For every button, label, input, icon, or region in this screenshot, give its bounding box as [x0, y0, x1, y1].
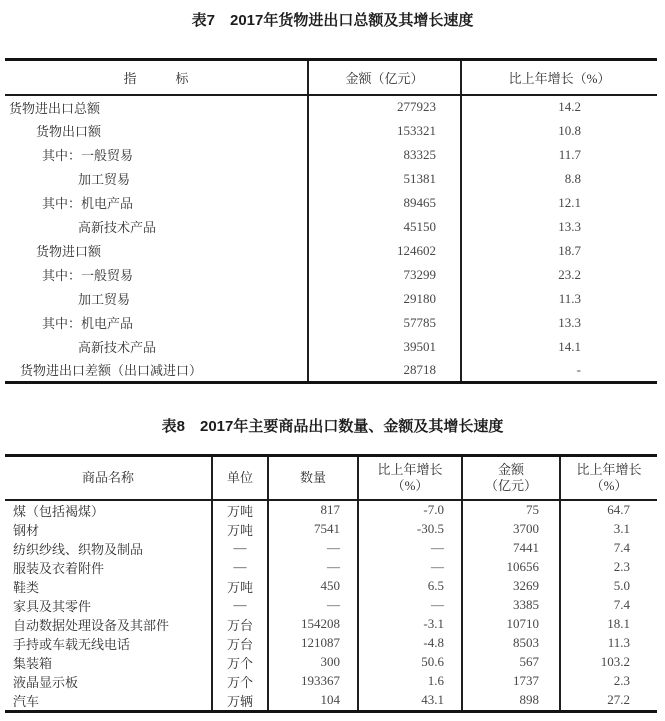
product-name: 液晶显示板	[13, 674, 79, 690]
table-row	[5, 239, 657, 263]
column-header-amount-growth	[560, 456, 657, 500]
growth-value: 13.3	[461, 215, 657, 239]
growth-value: 13.3	[461, 311, 657, 335]
unit-value: 万吨	[212, 520, 268, 539]
table-row	[5, 287, 657, 311]
indicator-label: 货物出口额	[36, 124, 102, 139]
product-name: 汽车	[13, 693, 40, 709]
table-row	[5, 311, 657, 335]
amount-value: 89465	[308, 191, 461, 215]
quantity-value: —	[268, 558, 358, 577]
table-row	[5, 520, 657, 539]
amount-value: 7441	[462, 539, 560, 558]
unit-value: 万辆	[212, 691, 268, 712]
table-row	[5, 335, 657, 359]
header-line2: （%）	[391, 477, 429, 493]
quantity-value: 193367	[268, 672, 358, 691]
amount-value: 8503	[462, 634, 560, 653]
table-row	[5, 615, 657, 634]
indicator-label: 其中：机电产品	[42, 316, 134, 331]
header-line2: （%）	[590, 477, 628, 493]
column-header-growth: 比上年增长（%）	[461, 60, 657, 95]
unit-value: 万台	[212, 634, 268, 653]
amount-value: 39501	[308, 335, 461, 359]
amount-growth-value: 18.1	[560, 615, 657, 634]
quantity-value: —	[268, 539, 358, 558]
quantity-value: 817	[268, 500, 358, 520]
column-header-amount	[462, 456, 560, 500]
amount-value: 153321	[308, 119, 461, 143]
table7-header-row	[5, 60, 657, 95]
amount-value: 898	[462, 691, 560, 712]
unit-value: 万个	[212, 653, 268, 672]
quantity-growth-value: -4.8	[358, 634, 462, 653]
quantity-growth-value: 6.5	[358, 577, 462, 596]
indicator-label: 其中：机电产品	[42, 196, 134, 211]
table-row	[5, 143, 657, 167]
amount-value: 10710	[462, 615, 560, 634]
table-row	[5, 653, 657, 672]
quantity-value: 104	[268, 691, 358, 712]
table7-header	[5, 60, 657, 95]
table-row	[5, 119, 657, 143]
table-row	[5, 596, 657, 615]
indicator-label: 货物进出口差额（出口减进口）	[20, 363, 203, 379]
indicator-label: 其中：一般贸易	[42, 268, 134, 283]
product-name: 服装及衣着附件	[13, 560, 105, 576]
table8	[5, 454, 657, 713]
growth-value: -	[461, 359, 657, 383]
quantity-value: 450	[268, 577, 358, 596]
product-name: 纺织纱线、织物及制品	[13, 541, 144, 557]
amount-growth-value: 7.4	[560, 539, 657, 558]
amount-growth-value: 2.3	[560, 558, 657, 577]
quantity-growth-value: 43.1	[358, 691, 462, 712]
amount-value: 29180	[308, 287, 461, 311]
amount-growth-value: 2.3	[560, 672, 657, 691]
unit-value: 万吨	[212, 500, 268, 520]
header-line1: 比上年增长	[576, 461, 642, 477]
product-name: 手持或车载无线电话	[13, 636, 131, 652]
growth-value: 14.1	[461, 335, 657, 359]
table7-body	[5, 95, 657, 383]
indicator-label: 货物进口额	[36, 244, 102, 259]
header-line2: （亿元）	[484, 477, 537, 493]
amount-value: 3269	[462, 577, 560, 596]
product-name: 集装箱	[13, 655, 53, 671]
amount-value: 1737	[462, 672, 560, 691]
amount-growth-value: 103.2	[560, 653, 657, 672]
table8-body	[5, 500, 657, 712]
indicator-label: 货物进出口总额	[9, 100, 101, 116]
amount-value: 10656	[462, 558, 560, 577]
amount-value: 45150	[308, 215, 461, 239]
column-header-amount: 金额（亿元）	[308, 60, 461, 95]
indicator-label: 加工贸易	[78, 292, 131, 307]
column-header-quantity-growth	[358, 456, 462, 500]
header-line1: 金额	[497, 461, 524, 477]
amount-growth-value: 5.0	[560, 577, 657, 596]
growth-value: 12.1	[461, 191, 657, 215]
table-row	[5, 558, 657, 577]
quantity-growth-value: -30.5	[358, 520, 462, 539]
amount-value: 57785	[308, 311, 461, 335]
unit-value: 万台	[212, 615, 268, 634]
table-row	[5, 191, 657, 215]
amount-growth-value: 11.3	[560, 634, 657, 653]
table8-title: 表8 2017年主要商品出口数量、金额及其增长速度	[161, 418, 504, 435]
amount-value: 83325	[308, 143, 461, 167]
amount-value: 567	[462, 653, 560, 672]
amount-value: 73299	[308, 263, 461, 287]
amount-value: 51381	[308, 167, 461, 191]
growth-value: 8.8	[461, 167, 657, 191]
table7-title: 表7 2017年货物进出口总额及其增长速度	[191, 12, 474, 29]
table8-header	[5, 456, 657, 500]
table-row	[5, 634, 657, 653]
quantity-growth-value: -3.1	[358, 615, 462, 634]
table-row	[5, 500, 657, 520]
quantity-value: 121087	[268, 634, 358, 653]
growth-value: 14.2	[461, 95, 657, 119]
growth-value: 10.8	[461, 119, 657, 143]
amount-growth-value: 7.4	[560, 596, 657, 615]
unit-value: —	[212, 539, 268, 558]
unit-value: —	[212, 596, 268, 615]
table-row	[5, 215, 657, 239]
unit-value: —	[212, 558, 268, 577]
table-row	[5, 359, 657, 383]
amount-value: 3385	[462, 596, 560, 615]
amount-value: 3700	[462, 520, 560, 539]
table-row	[5, 577, 657, 596]
quantity-growth-value: —	[358, 558, 462, 577]
indicator-label: 加工贸易	[78, 172, 131, 187]
column-header-unit	[212, 456, 268, 500]
table8-header-row	[5, 456, 657, 500]
unit-value: 万吨	[212, 577, 268, 596]
quantity-growth-value: 50.6	[358, 653, 462, 672]
indicator-label: 高新技术产品	[78, 340, 157, 355]
table-row	[5, 167, 657, 191]
product-name: 鞋类	[13, 579, 40, 595]
table-row	[5, 539, 657, 558]
product-name: 自动数据处理设备及其部件	[13, 617, 170, 633]
amount-value: 28718	[308, 359, 461, 383]
column-header-product	[5, 456, 212, 500]
table-row	[5, 672, 657, 691]
amount-value: 277923	[308, 95, 461, 119]
quantity-value: 300	[268, 653, 358, 672]
quantity-growth-value: 1.6	[358, 672, 462, 691]
header-line1: 商品名称	[81, 469, 134, 485]
product-name: 煤（包括褐煤）	[13, 503, 105, 519]
quantity-growth-value: -7.0	[358, 500, 462, 520]
table-row	[5, 95, 657, 119]
table-row	[5, 263, 657, 287]
product-name: 家具及其零件	[13, 598, 92, 614]
growth-value: 11.7	[461, 143, 657, 167]
growth-value: 23.2	[461, 263, 657, 287]
indicator-label: 其中：一般贸易	[42, 148, 134, 163]
quantity-growth-value: —	[358, 539, 462, 558]
table-row	[5, 691, 657, 712]
column-header-indicator: 指 标	[5, 60, 308, 95]
quantity-growth-value: —	[358, 596, 462, 615]
amount-growth-value: 3.1	[560, 520, 657, 539]
growth-value: 18.7	[461, 239, 657, 263]
indicator-label: 高新技术产品	[78, 220, 157, 235]
amount-value: 75	[462, 500, 560, 520]
quantity-value: 154208	[268, 615, 358, 634]
product-name: 钢材	[13, 522, 40, 538]
quantity-value: 7541	[268, 520, 358, 539]
header-line1: 比上年增长	[377, 461, 443, 477]
table7	[5, 58, 657, 384]
amount-growth-value: 27.2	[560, 691, 657, 712]
amount-value: 124602	[308, 239, 461, 263]
column-header-quantity	[268, 456, 358, 500]
header-line1: 单位	[226, 469, 253, 485]
amount-growth-value: 64.7	[560, 500, 657, 520]
growth-value: 11.3	[461, 287, 657, 311]
quantity-value: —	[268, 596, 358, 615]
header-line1: 数量	[299, 469, 326, 485]
unit-value: 万个	[212, 672, 268, 691]
